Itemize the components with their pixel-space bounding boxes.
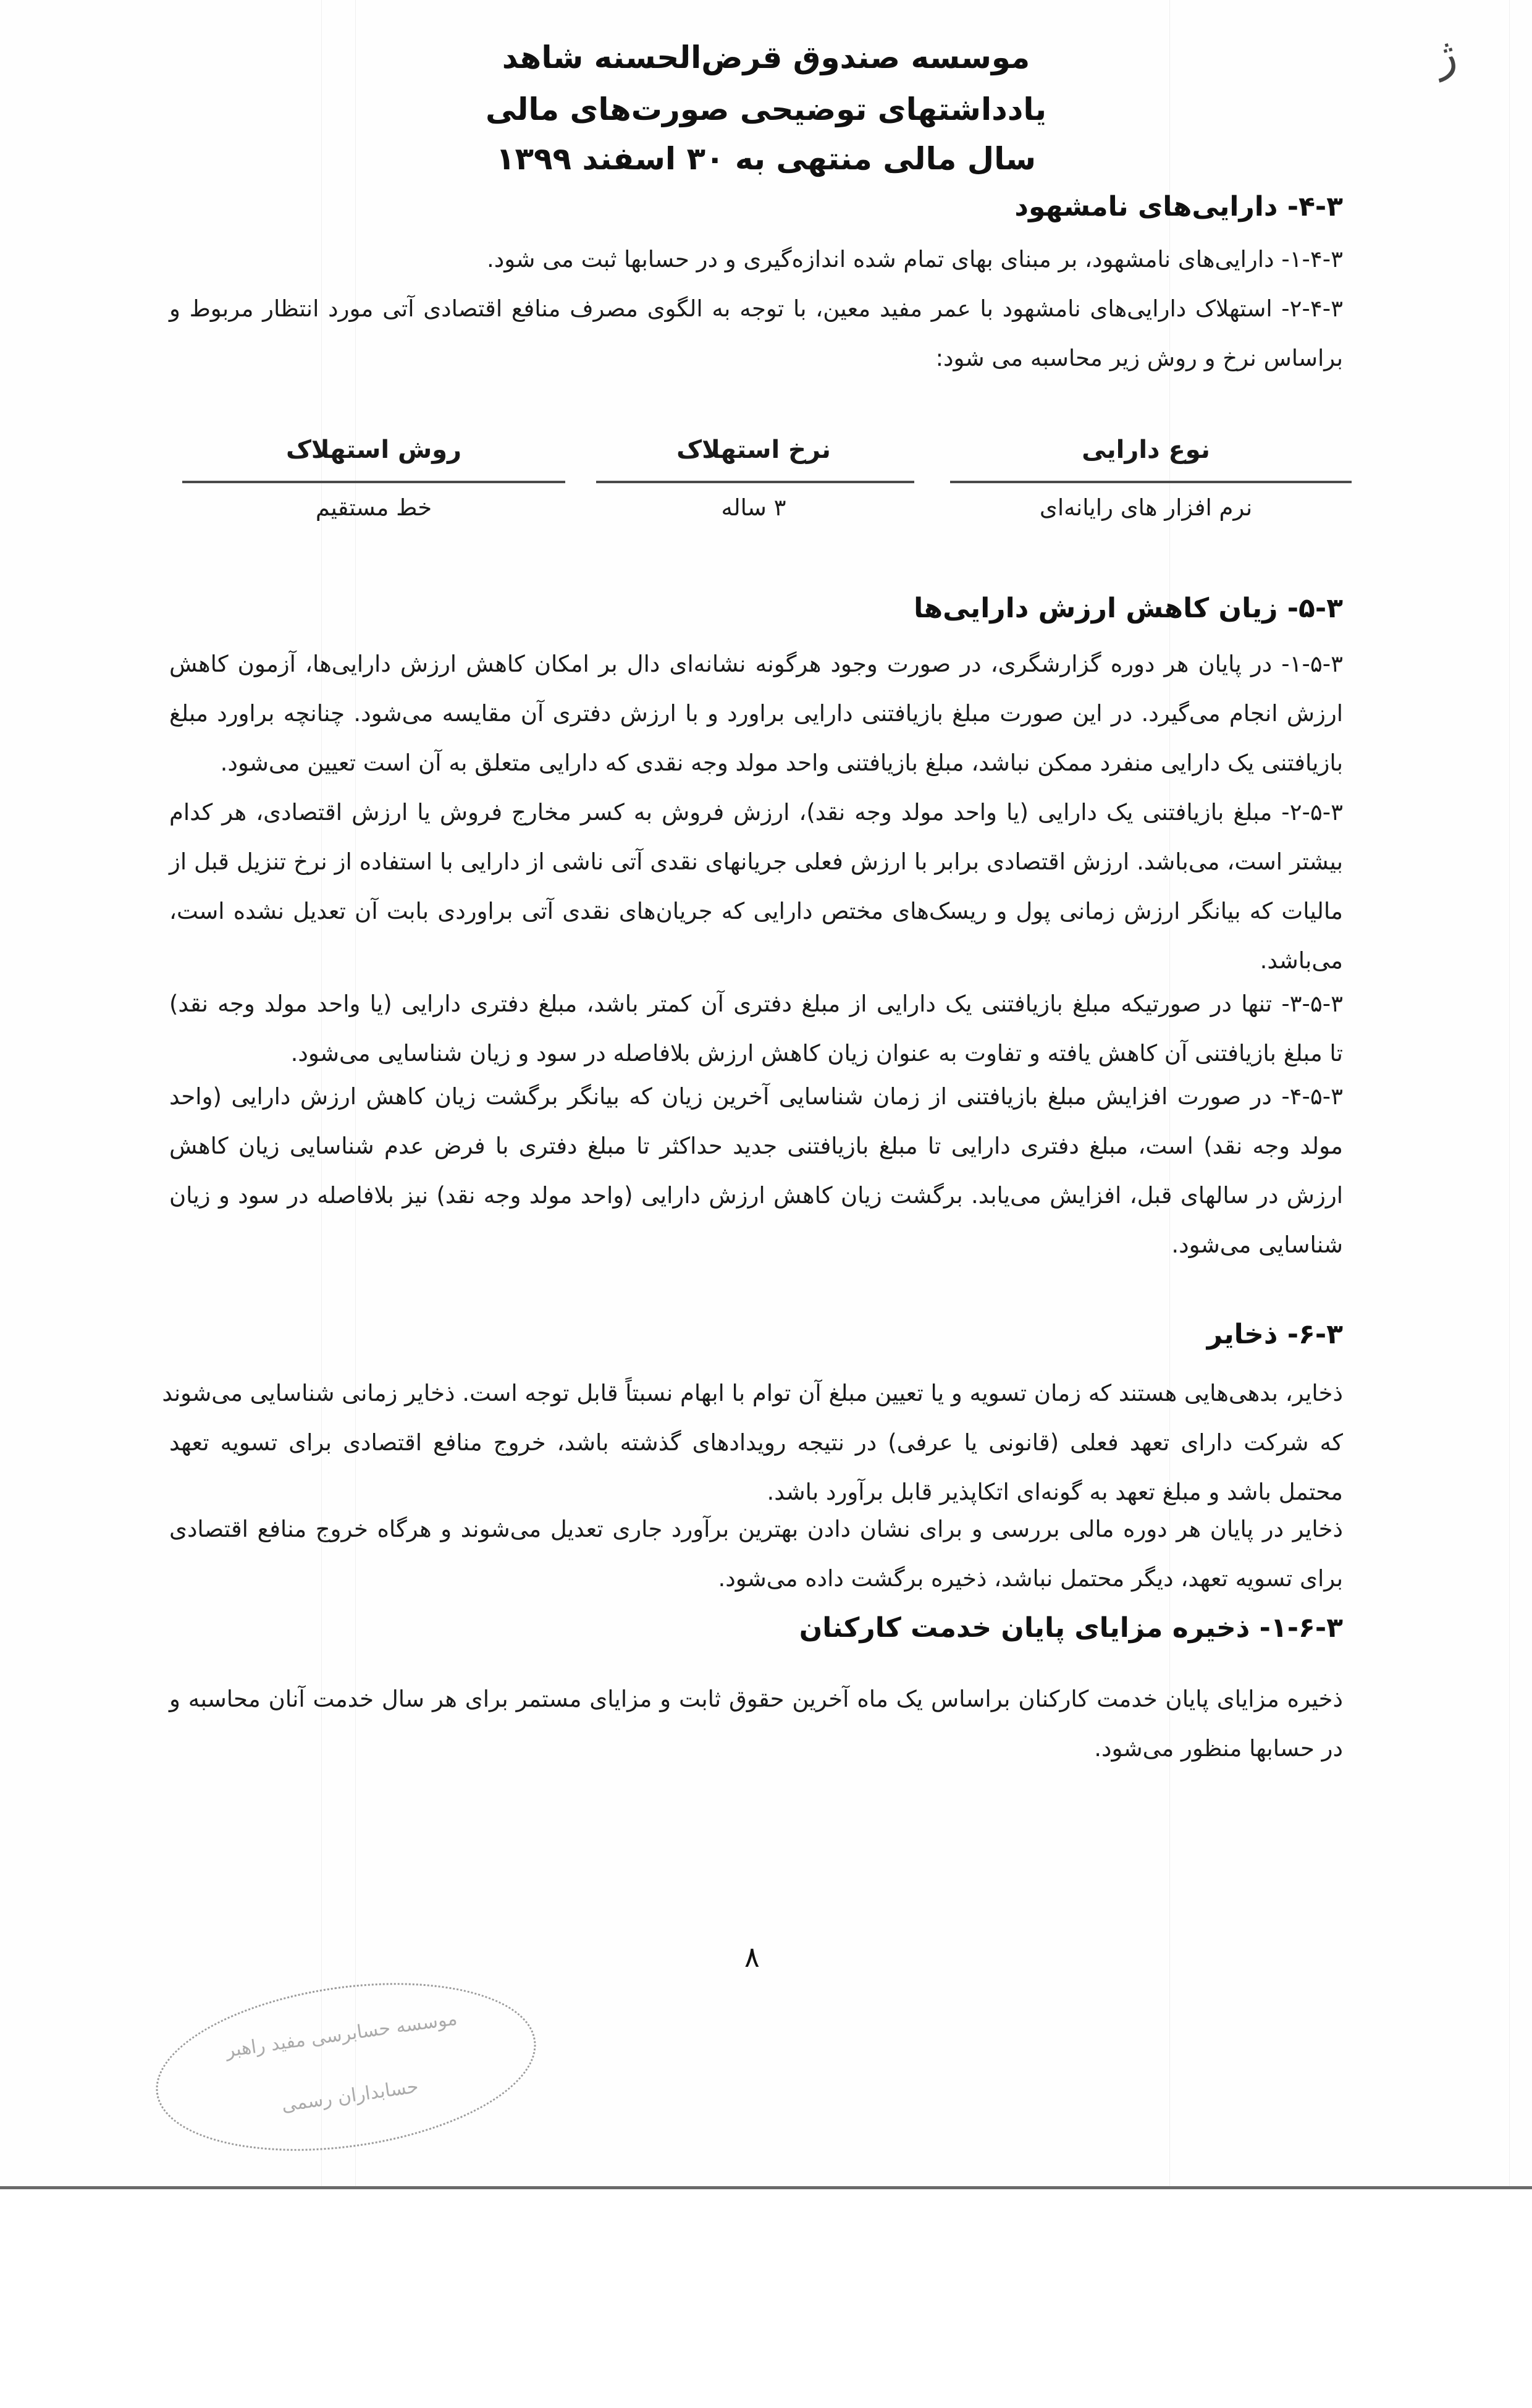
stamp-text-subtitle: حسابداران رسمی: [280, 2076, 420, 2116]
organization-title: موسسه صندوق قرض‌الحسنه شاهد: [502, 40, 1030, 75]
text-line: ۴-۵-۳- در صورت افزایش مبلغ بازیافتنی از زمان شناسایی آخرین زیان که بیانگر برگشت زیان کاهش ارزش دارایی (واحد: [169, 1083, 1343, 1110]
text-line: محتمل باشد و مبلغ تعهد به گونه‌ای اتکاپذیر قابل برآورد باشد.: [767, 1479, 1343, 1505]
text-line: ۲-۴-۳- استهلاک دارایی‌های نامشهود با عمر مفید معین، با توجه به الگوی مصرف منافع اقتصادی آتی مورد انتظار مربوط و: [169, 295, 1343, 322]
section-heading-impairment: ۵-۳- زیان کاهش ارزش دارایی‌ها: [914, 593, 1343, 624]
handwritten-corner-mark: ژ: [1428, 28, 1462, 82]
paragraph-impairment-4: [169, 1072, 1343, 1270]
section-heading-end-of-service: ۱-۶-۳- ذخیره مزایای پایان خدمت کارکنان: [799, 1612, 1343, 1644]
text-line: مولد وجه نقد) است، مبلغ دفتری دارایی تا مبلغ بازیافتنی جدید حداکثر تا مبلغ دفتری با فرض عدم شناسایی زیان کاهش: [169, 1133, 1343, 1159]
text-line: ذخیره مزایای پایان خدمت کارکنان براساس یک ماه آخرین حقوق ثابت و مزایای مستمر برای هر سال خدمت آنان محاسبه و: [169, 1686, 1343, 1712]
table-cell-method: خط مستقیم: [315, 494, 432, 521]
paragraph-intangibles-2: [169, 284, 1343, 383]
fiscal-period: سال مالی منتهی به ۳۰ اسفند ۱۳۹۹: [495, 141, 1037, 177]
table-header-asset-type: نوع دارایی: [1082, 436, 1210, 464]
section-heading-provisions: ۶-۳- ذخایر: [1206, 1319, 1343, 1350]
text-line: ذخایر در پایان هر دوره مالی بررسی و برای نشان دادن بهترین برآورد جاری تعدیل می‌شوند و هرگاه خروج منافع اقتصادی: [169, 1516, 1343, 1542]
text-line: که شرکت دارای تعهد فعلی (قانونی یا عرفی) در نتیجه رویدادهای گذشته باشد، خروج منافع اقتصادی برای تسویه تعهد: [169, 1429, 1343, 1456]
table-header-rule: [950, 481, 1352, 483]
text-line: می‌باشد.: [1260, 947, 1343, 974]
table-header-method: روش استهلاک: [285, 436, 462, 464]
auditor-stamp: [145, 1961, 547, 2173]
paragraph-intangibles-1: [169, 235, 1343, 284]
paragraph-provisions-1: [162, 1369, 1343, 1517]
text-line: ذخایر، بدهی‌هایی هستند که زمان تسویه و یا تعیین مبلغ آن توام با ابهام نسبتاً قابل توجه است. ذخایر زمانی شناسایی می‌شوند: [162, 1380, 1343, 1406]
page-number: ۸: [744, 1940, 760, 1974]
text-line: ۳-۵-۳- تنها در صورتیکه مبلغ بازیافتنی یک دارایی از مبلغ دفتری آن کمتر باشد، مبلغ دفتری دارایی (یا واحد مولد وجه نقد): [169, 991, 1343, 1017]
paragraph-impairment-3: [169, 979, 1343, 1078]
text-line: ۲-۵-۳- مبلغ بازیافتنی یک دارایی (یا واحد مولد وجه نقد)، ارزش فروش به کسر مخارج فروش یا ارزش اقتصادی، هر کدام: [169, 799, 1343, 826]
stamp-text-firm: موسسه حسابرسی مفید راهبر: [224, 2008, 459, 2062]
text-line: تا مبلغ بازیافتنی آن کاهش یافته و تفاوت به عنوان زیان کاهش ارزش بلافاصله در سود و زیان شناسایی می‌شود.: [290, 1040, 1343, 1067]
paragraph-impairment-2: [169, 788, 1343, 986]
text-line: مالیات که بیانگر ارزش زمانی پول و ریسک‌های مختص دارایی که جریان‌های نقدی آتی براوردی بابت آن تعدیل نشده است،: [169, 898, 1343, 924]
text-line: ۱-۴-۳- دارایی‌های نامشهود، بر مبنای بهای تمام شده اندازه‌گیری و در حسابها ثبت می شود.: [487, 246, 1343, 272]
table-cell-rate: ۳ ساله: [721, 494, 786, 521]
scan-background: [0, 2189, 1532, 2408]
text-line: براساس نرخ و روش زیر محاسبه می شود:: [935, 345, 1343, 371]
text-line: ۱-۵-۳- در پایان هر دوره گزارشگری، در صورت وجود هرگونه نشانه‌ای دال بر امکان کاهش ارزش دارایی‌ها، آزمون کاهش: [169, 651, 1343, 677]
text-line: بازیافتنی یک دارایی منفرد ممکن نباشد، مبلغ بازیافتنی واحد مولد وجه نقدی که دارایی متعلق به آن است تعیین می‌شود.: [220, 750, 1343, 776]
paragraph-end-of-service: [169, 1675, 1343, 1773]
text-line: شناسایی می‌شود.: [1171, 1231, 1343, 1258]
table-header-rule: [182, 481, 565, 483]
text-line: ارزش انجام می‌گیرد. در این صورت مبلغ بازیافتنی دارایی براورد و با ارزش دفتری آن مقایسه می‌شود. چنانچه براورد مبلغ: [169, 700, 1343, 727]
text-line: برای تسویه تعهد، دیگر محتمل نباشد، ذخیره برگشت داده می‌شود.: [718, 1565, 1343, 1592]
text-line: بیشتر است، می‌باشد. ارزش اقتصادی برابر با ارزش فعلی جریانهای نقدی آتی ناشی از دارایی با استفاده از نرخ تنزیل قبل از: [169, 848, 1343, 875]
paragraph-impairment-1: [169, 640, 1343, 788]
paragraph-provisions-2: [169, 1505, 1343, 1603]
text-line: ارزش در سالهای قبل، افزایش می‌یابد. برگشت زیان کاهش ارزش دارایی (واحد مولد وجه نقد) نیز بلافاصله در سود و زیان: [169, 1182, 1343, 1209]
table-header-rule: [596, 481, 914, 483]
scan-artifact-line: [1509, 0, 1510, 2187]
document-subtitle: یادداشتهای توضیحی صورت‌های مالی: [486, 91, 1046, 127]
text-line: در حسابها منظور می‌شود.: [1094, 1735, 1343, 1762]
table-cell-asset-type: نرم افزار های رایانه‌ای: [1039, 494, 1253, 521]
section-heading-intangibles: ۴-۳- دارایی‌های نامشهود: [1014, 191, 1343, 222]
table-header-rate: نرخ استهلاک: [676, 436, 831, 464]
